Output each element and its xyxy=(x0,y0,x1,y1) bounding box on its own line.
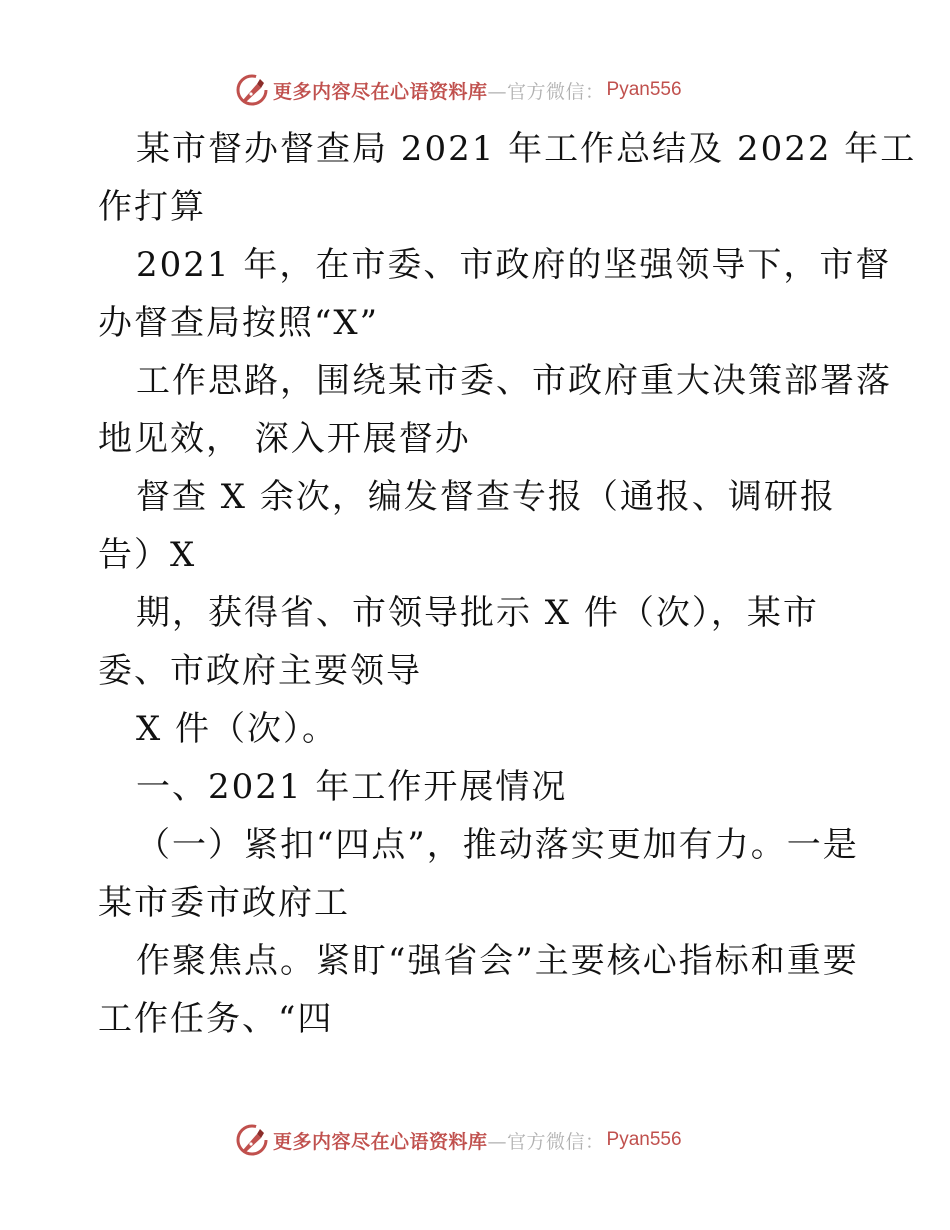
title-line-2: 作打算 xyxy=(98,187,206,227)
paragraph-line: 作聚焦点。紧盯“强省会”主要核心指标和重要 xyxy=(136,941,859,981)
paragraph-line: 督查 X 余次，编发督查专报（通报、调研报 xyxy=(136,477,836,517)
watermark-main-text: 更多内容尽在心语资料库 xyxy=(273,80,488,103)
paragraph-line: X 件（次）。 xyxy=(136,709,339,749)
footer-watermark xyxy=(235,1123,682,1157)
watermark-wechat-id: Pyan556 xyxy=(606,1129,682,1150)
title-line-1: 某市督办督查局 2021 年工作总结及 2022 年工 xyxy=(136,129,917,169)
paragraph-line: 某市委市政府工 xyxy=(98,883,350,923)
paragraph-line: （一）紧扣“四点”，推动落实更加有力。一是 xyxy=(136,825,859,865)
paragraph-line: 委、市政府主要领导 xyxy=(98,651,422,691)
paragraph-line: 办督查局按照“X” xyxy=(98,303,379,343)
watermark-dash-text: —官方微信： xyxy=(487,1130,605,1153)
paragraph-line: 期，获得省、市领导批示 X 件（次），某市 xyxy=(136,593,819,633)
watermark-main-text: 更多内容尽在心语资料库 xyxy=(273,1130,488,1153)
paragraph-line: 工作任务、“四 xyxy=(98,999,334,1039)
paragraph-line: 工作思路，围绕某市委、市政府重大决策部署落 xyxy=(136,361,892,401)
watermark-dash-text: —官方微信： xyxy=(487,80,605,103)
header-watermark xyxy=(235,73,682,107)
pen-nib-logo-icon xyxy=(235,1123,269,1157)
pen-nib-logo-icon xyxy=(235,73,269,107)
paragraph-line: 2021 年，在市委、市政府的坚强领导下，市督 xyxy=(136,245,892,285)
paragraph-line: 告）X xyxy=(98,535,197,575)
watermark-wechat-id: Pyan556 xyxy=(606,79,682,100)
paragraph-line: 地见效， 深入开展督办 xyxy=(98,419,471,459)
section-heading: 一、2021 年工作开展情况 xyxy=(136,767,568,807)
